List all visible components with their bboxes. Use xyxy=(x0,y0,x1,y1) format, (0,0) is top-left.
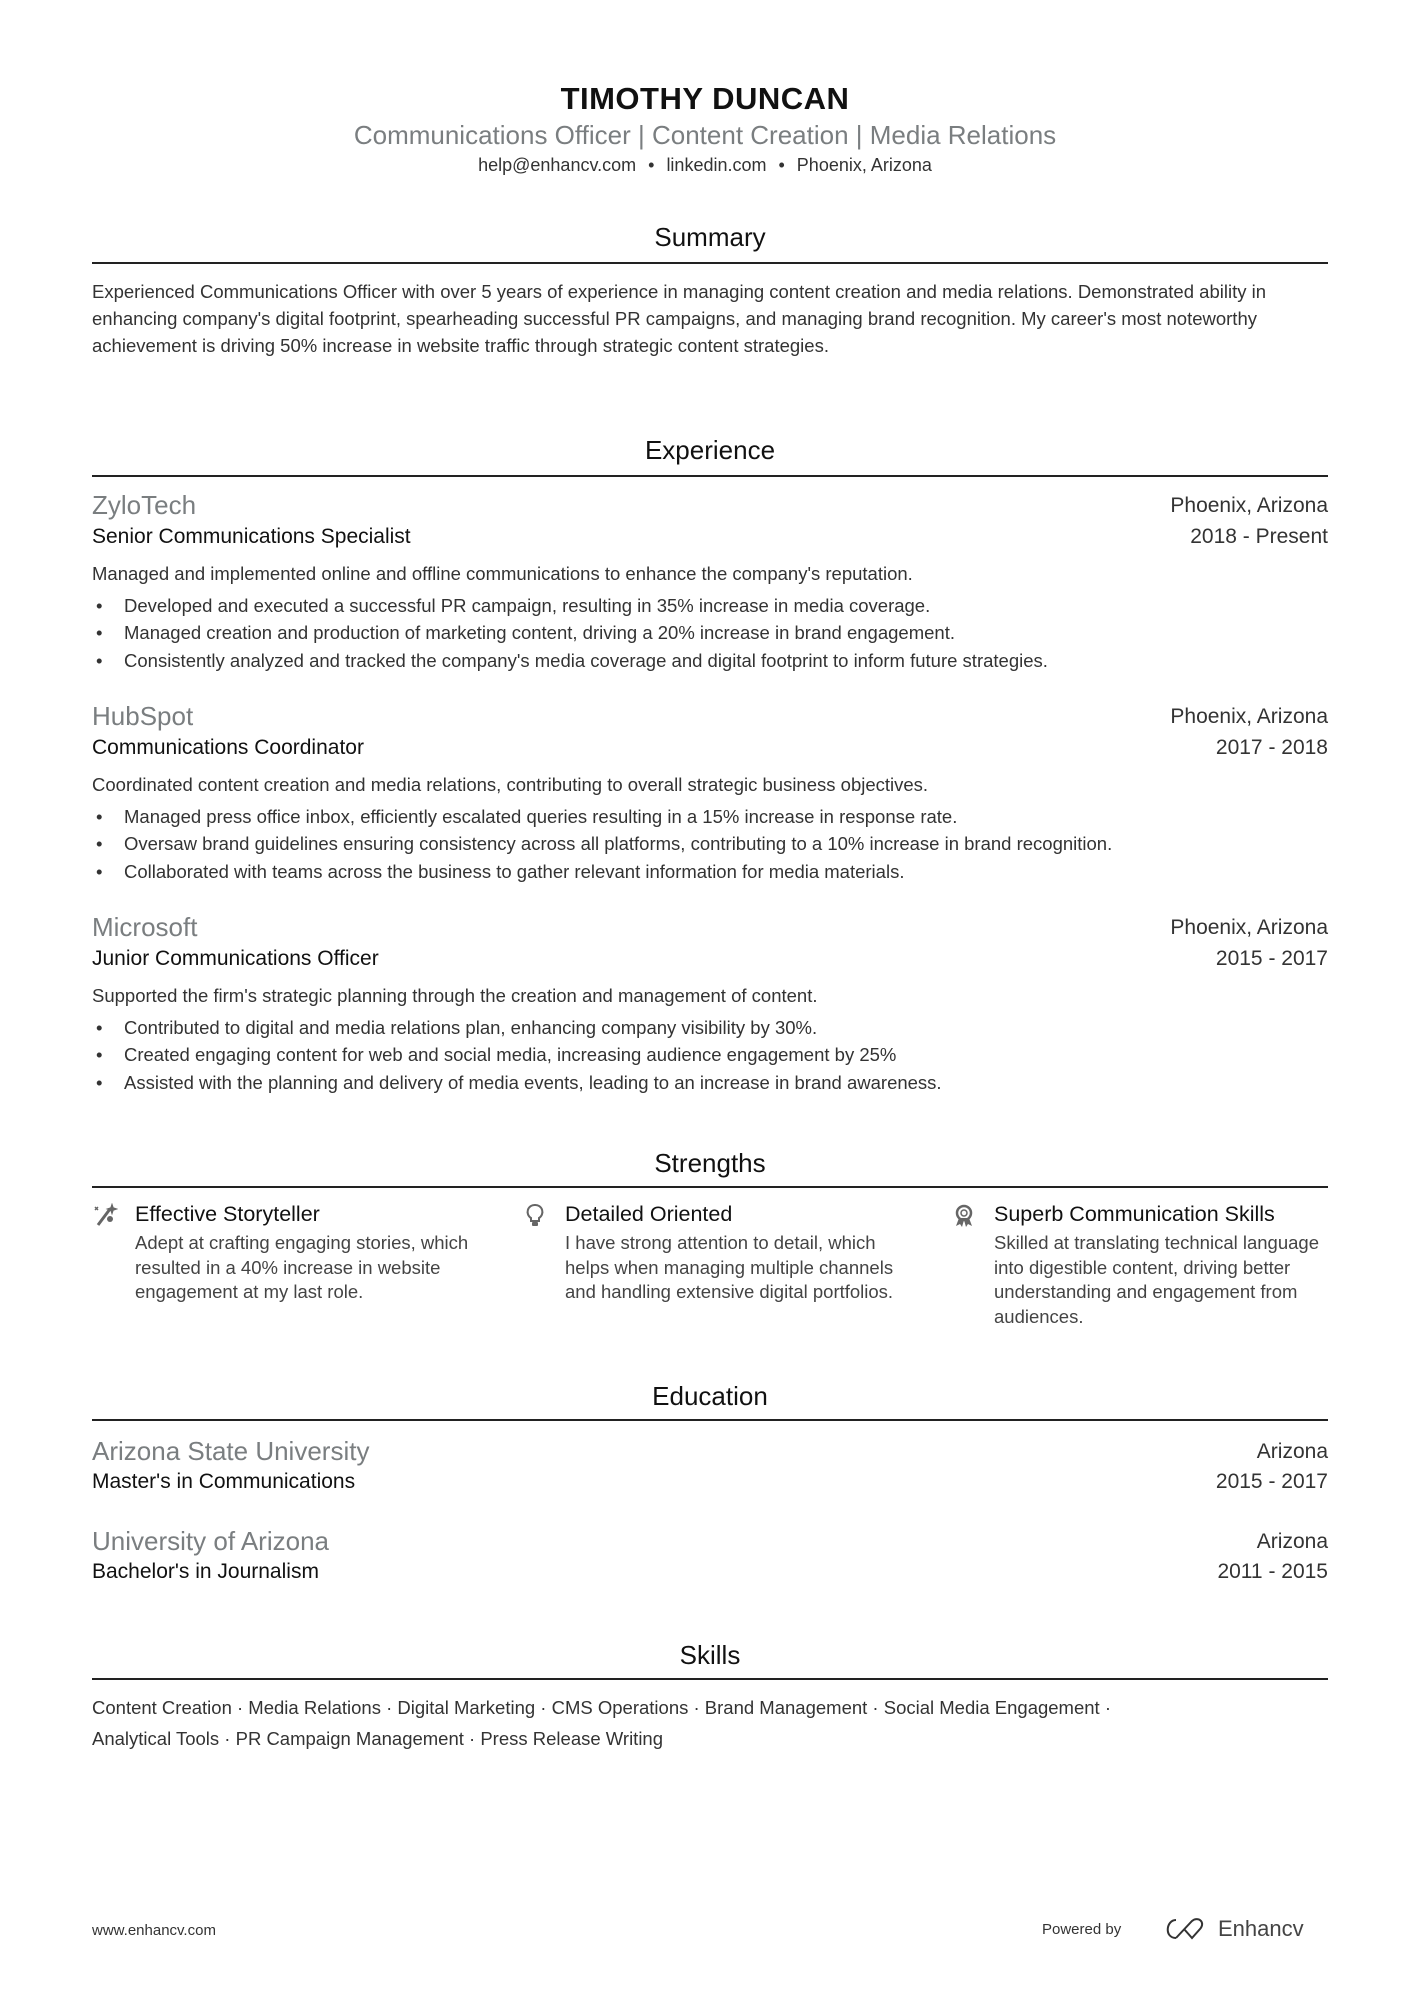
job-role: Communications Coordinator xyxy=(92,736,364,759)
location: Phoenix, Arizona xyxy=(796,155,932,175)
job-location: Phoenix, Arizona xyxy=(1170,493,1328,517)
candidate-name: TIMOTHY DUNCAN xyxy=(560,81,850,116)
divider xyxy=(92,1186,1328,1188)
education-dates: 2011 - 2015 xyxy=(1217,1560,1328,1583)
job-header xyxy=(92,701,1328,732)
experience-heading: Experience xyxy=(644,435,776,465)
education-header xyxy=(92,1526,1328,1557)
skills-line: Analytical Tools · PR Campaign Management · Press Release Writing xyxy=(92,1728,664,1749)
job-dates: 2018 - Present xyxy=(1190,525,1328,548)
strength-description: Adept at crafting engaging stories, which resulted in a 40% increase in website engagement at my last role. xyxy=(135,1232,469,1302)
job-bullets xyxy=(92,592,1328,674)
bullet-item: • Created engaging content for web and social media, increasing audience engagement by 25% xyxy=(92,1041,1328,1068)
degree: Bachelor's in Journalism xyxy=(92,1560,319,1583)
strength-title: Effective Storyteller xyxy=(135,1202,320,1226)
job-header xyxy=(92,490,1328,521)
email-link[interactable]: help@enhancv.com xyxy=(478,155,637,175)
award-icon xyxy=(951,1203,977,1229)
magic-wand-icon xyxy=(92,1203,118,1229)
school-name: University of Arizona xyxy=(92,1526,329,1556)
school-location: Arizona xyxy=(1256,1529,1328,1553)
strengths-heading: Strengths xyxy=(654,1148,766,1178)
job-bullets xyxy=(92,1014,1328,1096)
powered-by: Powered by xyxy=(1042,1921,1122,1938)
summary-text: Experienced Communications Officer with over 5 years of experience in managing content creation and media relations. Demonstrated ability in enhancing company's digital footprint, spearheading successful PR campaigns, and managing brand recognition. My career's most noteworthy achievement is driving 50% increase in website traffic through strategic content strategies. xyxy=(92,281,1266,356)
job-dates: 2017 - 2018 xyxy=(1215,736,1328,759)
enhancv-logo xyxy=(1162,1916,1304,1942)
job-header xyxy=(92,912,1328,943)
company-name: ZyloTech xyxy=(92,490,197,520)
job-description: Supported the firm's strategic planning through the creation and management of content. xyxy=(92,985,818,1006)
strength-title: Superb Communication Skills xyxy=(994,1202,1275,1226)
lightbulb-icon xyxy=(522,1203,548,1229)
strength-description: I have strong attention to detail, which helps when managing multiple channels and handling extensive digital portfolios. xyxy=(565,1232,894,1302)
candidate-title: Communications Officer | Content Creation | Media Relations xyxy=(353,120,1057,150)
bullet-item: • Assisted with the planning and delivery of media events, leading to an increase in brand awareness. xyxy=(92,1069,1328,1096)
job-subheader xyxy=(92,947,1328,971)
job-subheader xyxy=(92,525,1328,549)
company-name: Microsoft xyxy=(92,912,198,942)
strength-item xyxy=(951,1200,1331,1329)
contact-info xyxy=(0,154,1410,176)
school-location: Arizona xyxy=(1256,1439,1328,1463)
education-heading: Education xyxy=(652,1381,768,1411)
job-subheader xyxy=(92,736,1328,760)
job-dates: 2015 - 2017 xyxy=(1215,947,1328,970)
footer-website[interactable]: www.enhancv.com xyxy=(92,1922,216,1939)
job-bullets xyxy=(92,803,1328,885)
skills-heading: Skills xyxy=(679,1640,741,1670)
divider xyxy=(92,1678,1328,1680)
job-role: Senior Communications Specialist xyxy=(92,525,411,548)
job-role: Junior Communications Officer xyxy=(92,947,379,970)
job-location: Phoenix, Arizona xyxy=(1170,704,1328,728)
bullet-item: • Developed and executed a successful PR campaign, resulting in 35% increase in media coverage. xyxy=(92,592,1328,619)
education-subheader xyxy=(92,1470,1328,1494)
strength-description: Skilled at translating technical language into digestible content, driving better understanding and engagement from audiences. xyxy=(994,1232,1319,1327)
separator: • xyxy=(648,155,655,175)
degree: Master's in Communications xyxy=(92,1470,356,1493)
skills-line: Content Creation · Media Relations · Digital Marketing · CMS Operations · Brand Management · Social Media Engagement · xyxy=(92,1697,1111,1718)
strength-item xyxy=(92,1200,472,1305)
strength-title: Detailed Oriented xyxy=(565,1202,733,1226)
bullet-item: • Consistently analyzed and tracked the company's media coverage and digital footprint to inform future strategies. xyxy=(92,647,1328,674)
job-location: Phoenix, Arizona xyxy=(1170,915,1328,939)
school-name: Arizona State University xyxy=(92,1436,370,1466)
company-name: HubSpot xyxy=(92,701,194,731)
divider xyxy=(92,1419,1328,1421)
education-header xyxy=(92,1436,1328,1467)
divider xyxy=(92,262,1328,264)
summary-heading: Summary xyxy=(654,222,766,252)
job-description: Coordinated content creation and media relations, contributing to overall strategic business objectives. xyxy=(92,774,929,795)
job-description: Managed and implemented online and offline communications to enhance the company's reputation. xyxy=(92,563,913,584)
strength-item xyxy=(522,1200,902,1305)
bullet-item: • Contributed to digital and media relations plan, enhancing company visibility by 30%. xyxy=(92,1014,1328,1041)
linkedin-link[interactable]: linkedin.com xyxy=(666,155,767,175)
bullet-item: • Managed creation and production of marketing content, driving a 20% increase in brand engagement. xyxy=(92,619,1328,646)
bullet-item: • Managed press office inbox, efficiently escalated queries resulting in a 15% increase in response rate. xyxy=(92,803,1328,830)
education-subheader xyxy=(92,1560,1328,1584)
education-dates: 2015 - 2017 xyxy=(1215,1470,1328,1493)
bullet-item: • Oversaw brand guidelines ensuring consistency across all platforms, contributing to a 10% increase in brand recognition. xyxy=(92,830,1328,857)
skills-list xyxy=(92,1692,1328,1754)
divider xyxy=(92,475,1328,477)
enhancv-logo-icon xyxy=(1162,1917,1208,1941)
enhancv-brand: Enhancv xyxy=(1218,1916,1304,1941)
bullet-item: • Collaborated with teams across the business to gather relevant information for media materials. xyxy=(92,858,1328,885)
separator: • xyxy=(778,155,785,175)
